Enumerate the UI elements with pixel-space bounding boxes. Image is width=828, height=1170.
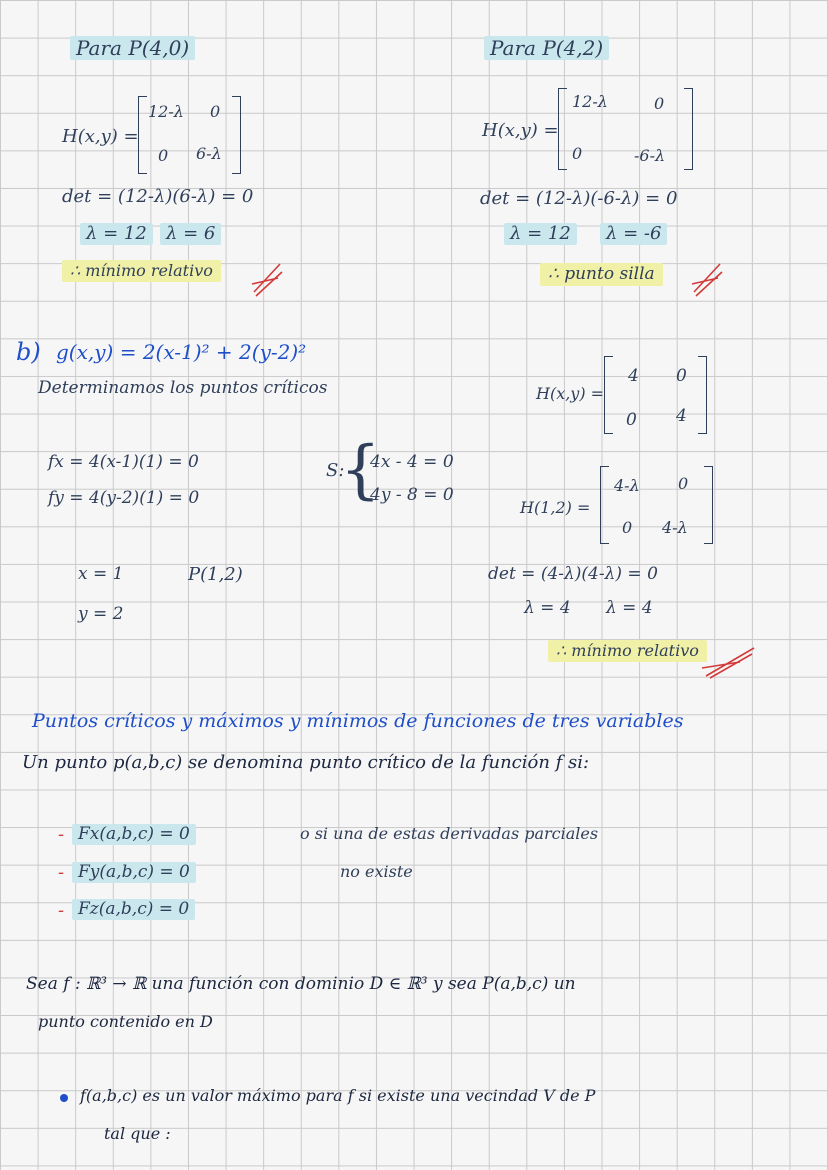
part-b-matrix2-a12: 0 <box>678 474 689 493</box>
left-conclusion: ∴ mínimo relativo <box>62 260 221 282</box>
left-title: Para P(4,0) <box>70 36 195 60</box>
right-matrix-bracket-right <box>684 88 693 170</box>
part-b-lambda-1: λ = 4 <box>524 598 571 618</box>
right-lambda-1: λ = 12 <box>504 223 577 245</box>
sea-statement: Sea f : ℝ³ → ℝ una función con dominio D ∈ ℝ³ y sea P(a,b,c) un <box>26 974 576 994</box>
maximum-definition: f(a,b,c) es un valor máximo para f si existe una vecindad V de P <box>80 1086 596 1105</box>
left-matrix-bracket-left <box>138 96 147 174</box>
part-b-matrix-a22: 4 <box>676 406 687 426</box>
three-var-heading: Puntos críticos y máximos y mínimos de funciones de tres variables <box>32 710 684 732</box>
red-check-mark <box>700 640 760 680</box>
y-value: y = 2 <box>78 604 124 624</box>
part-b-matrix-a21: 0 <box>626 410 637 430</box>
system-label: S: <box>326 460 345 481</box>
right-matrix-a21: 0 <box>572 144 583 163</box>
fy-equation: fy = 4(y-2)(1) = 0 <box>48 488 200 508</box>
right-title: Para P(4,2) <box>484 36 609 60</box>
system-eq-1: 4x - 4 = 0 <box>370 452 454 472</box>
condition-3: Fz(a,b,c) = 0 <box>72 899 195 920</box>
condition-2: Fy(a,b,c) = 0 <box>72 862 196 883</box>
right-det: det = (12-λ)(-6-λ) = 0 <box>480 188 678 209</box>
fx-equation: fx = 4(x-1)(1) = 0 <box>48 452 199 472</box>
right-matrix-a22: -6-λ <box>634 146 666 165</box>
part-b-matrix-bracket-right <box>698 356 707 434</box>
part-b-matrix2-a22: 4-λ <box>662 518 688 537</box>
part-b-lambda-2: λ = 4 <box>606 598 653 618</box>
partial-derivative-note-2: no existe <box>340 862 413 881</box>
condition-dash-3: - <box>58 900 65 921</box>
x-value: x = 1 <box>78 564 124 584</box>
left-matrix-a22: 6-λ <box>196 144 222 163</box>
right-hessian-label: H(x,y) = <box>482 120 559 141</box>
part-b-conclusion: ∴ mínimo relativo <box>548 640 707 662</box>
left-matrix-a21: 0 <box>158 146 169 165</box>
maximum-definition-2: tal que : <box>104 1124 171 1143</box>
critical-point: P(1,2) <box>188 564 243 585</box>
part-b-label: b) <box>16 338 41 366</box>
part-b-matrix2-a21: 0 <box>622 518 633 537</box>
part-b-matrix2-bracket-left <box>600 466 609 544</box>
left-hessian-label: H(x,y) = <box>62 126 139 147</box>
left-matrix-a11: 12-λ <box>148 102 184 121</box>
condition-dash-1: - <box>58 824 65 845</box>
left-matrix-bracket-right <box>232 96 241 174</box>
part-b-matrix2-bracket-right <box>704 466 713 544</box>
condition-dash-2: - <box>58 862 65 883</box>
part-b-intro: Determinamos los puntos críticos <box>38 378 328 398</box>
part-b-matrix-a11: 4 <box>628 366 639 386</box>
right-matrix-a12: 0 <box>654 94 665 113</box>
bullet-point <box>60 1094 68 1102</box>
red-check-mark <box>690 258 724 298</box>
right-matrix-a11: 12-λ <box>572 92 608 111</box>
critical-point-definition: Un punto p(a,b,c) se denomina punto crítico de la función f si: <box>22 752 590 773</box>
part-b-matrix-a12: 0 <box>676 366 687 386</box>
sea-statement-2: punto contenido en D <box>38 1012 213 1031</box>
left-det: det = (12-λ)(6-λ) = 0 <box>62 186 254 207</box>
partial-derivative-note: o si una de estas derivadas parciales <box>300 824 599 843</box>
right-conclusion: ∴ punto silla <box>540 263 663 286</box>
condition-1: Fx(a,b,c) = 0 <box>72 824 196 845</box>
right-matrix-bracket-left <box>558 88 567 170</box>
part-b-matrix2-a11: 4-λ <box>614 476 640 495</box>
left-matrix-a12: 0 <box>210 102 221 121</box>
left-lambda-1: λ = 12 <box>80 223 153 245</box>
part-b-function: g(x,y) = 2(x-1)² + 2(y-2)² <box>56 340 307 364</box>
part-b-det: det = (4-λ)(4-λ) = 0 <box>488 564 658 584</box>
system-brace: { <box>340 433 381 507</box>
system-eq-2: 4y - 8 = 0 <box>370 485 454 505</box>
part-b-hessian-label: H(x,y) = <box>536 384 605 403</box>
left-lambda-2: λ = 6 <box>160 223 221 245</box>
part-b-hessian2-label: H(1,2) = <box>520 498 591 517</box>
right-lambda-2: λ = -6 <box>600 223 667 245</box>
part-b-matrix-bracket-left <box>604 356 613 434</box>
red-check-mark <box>250 258 284 298</box>
